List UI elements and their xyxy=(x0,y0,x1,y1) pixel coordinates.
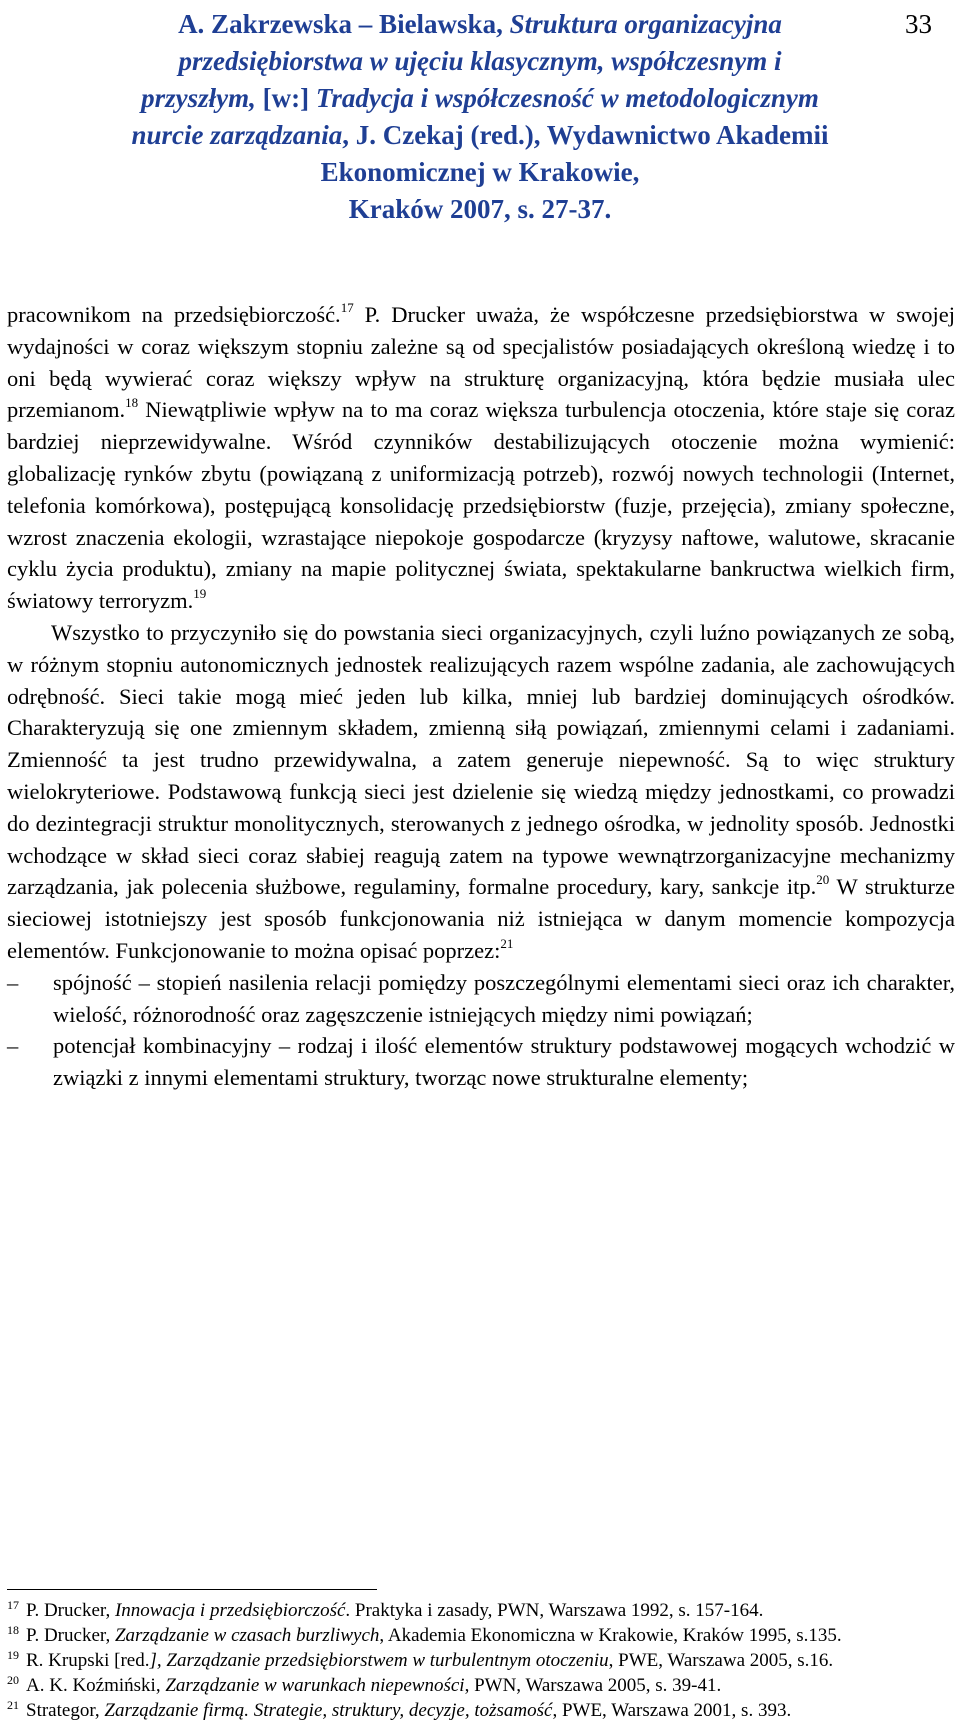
footnote-ref-18[interactable]: 18 xyxy=(125,395,139,411)
footnote-separator xyxy=(7,1589,377,1590)
footnote-17 xyxy=(7,1598,955,1623)
dash-bullet: – xyxy=(7,969,19,995)
header-authors: A. Zakrzewska – Bielawska, xyxy=(178,9,510,39)
paragraph-text: Wszystko to przyczyniło się do powstania sieci organizacyjnych, czyli luźno powiązanych ze sobą, w różnym stopniu autonomicznych jednostek realizujących razem wspólne zadania, ale zachowujących odrębność. Sieci takie mogą mieć jeden lub kilka, mniej lub bardziej dominujących ośrodków. Charakteryzują się one zmiennym składem, zmienną siłą powiązań, zmiennymi celami i zadaniami. Zmienność ta jest trudno przewidywalna, a zatem generuje niepewność. Są to więc struktury wielokryteriowe. Podstawową funkcją sieci jest dzielenie się wiedzą między jednostkami, co prowadzi do dezintegracji struktur monolitycznych, sterowanych z jednego ośrodka, w jednolity sposób. Jednostki wchodzące w skład sieci coraz słabiej reagują zatem na typowe wewnątrzorganizacyjne mechanizmy zarządzania, jak polecenia służbowe, regulaminy, formalne procedury, kary, sankcje itp. xyxy=(7,619,955,900)
dash-bullet: – xyxy=(7,1033,19,1059)
footnote-21 xyxy=(7,1698,955,1723)
footnote-text: . Praktyka i zasady, PWN, Warszawa 1992, s. 157-164. xyxy=(345,1600,764,1621)
footnote-text: P. Drucker, xyxy=(26,1625,115,1646)
footnote-ref-21[interactable]: 21 xyxy=(500,935,514,951)
list-item-text: potencjał kombinacyjny – rodzaj i ilość elementów struktury podstawowej mogących wchodzić w związki z innymi elementami struktury, tworząc nowe strukturalne elementy; xyxy=(53,1033,955,1091)
header-line-1 xyxy=(0,6,960,43)
footnote-number: 21 xyxy=(7,1698,19,1712)
paragraph-1 xyxy=(7,299,955,617)
footnote-title: Zarządzanie firmą. Strategie, struktury, decyzje, tożsamość xyxy=(104,1700,553,1721)
footnote-number: 20 xyxy=(7,1673,19,1687)
list-item xyxy=(7,967,955,1031)
footnote-text: , PWE, Warszawa 2005, s.16. xyxy=(608,1650,834,1671)
footnote-text: , PWN, Warszawa 2005, s. 39-41. xyxy=(464,1675,722,1696)
header-line-6 xyxy=(0,191,960,228)
header-line-3 xyxy=(0,80,960,117)
list-item-text: spójność – stopień nasilenia relacji pomiędzy poszczególnymi elementami sieci oraz ich charakter, wielość, różnorodność oraz zagęszczenie istniejących między nimi powiązań; xyxy=(53,969,955,1027)
header-book-title: Tradycja i współczesność w metodologicznym xyxy=(315,83,819,113)
footnotes xyxy=(7,1598,955,1723)
footnote-title: Zarządzanie w czasach burzliwych xyxy=(114,1625,380,1646)
header-place-year-pages: Kraków 2007, s. 27-37. xyxy=(348,194,612,224)
footnote-text: , Akademia Ekonomiczna w Krakowie, Kraków 1995, s.135. xyxy=(379,1625,842,1646)
header-title-part: Struktura organizacyjna xyxy=(509,9,782,39)
paragraph-2 xyxy=(7,617,955,967)
header-title-part: przedsiębiorstwa w ujęciu klasycznym, współczesnym i xyxy=(178,46,782,76)
footnote-text: R. Krupski [red. xyxy=(26,1650,150,1671)
footnote-number: 18 xyxy=(7,1623,19,1637)
header-editor-publisher: , J. Czekaj (red.), Wydawnictwo Akademii xyxy=(342,120,829,150)
header-line-4 xyxy=(0,117,960,154)
footnote-title: Innowacja i przedsiębiorczość xyxy=(114,1600,346,1621)
list-item xyxy=(7,1030,955,1094)
footnote-ref-19[interactable]: 19 xyxy=(193,586,207,602)
footnote-text: Strategor, xyxy=(26,1700,105,1721)
header-publisher: Ekonomicznej w Krakowie, xyxy=(320,157,640,187)
header-line-5 xyxy=(0,154,960,191)
footnote-text: A. K. Koźmiński, xyxy=(26,1675,166,1696)
header-line-2 xyxy=(0,43,960,80)
page-number: 33 xyxy=(905,9,932,39)
paragraph-text: P. Drucker uważa, że współczesne przedsiębiorstwa w swojej wydajności w coraz większym stopniu zależne są od specjalistów posiadających określoną wiedzę i to oni będą wywierać coraz większy wpływ na strukturę organizacyjną, która będzie musiała ulec przemianom. xyxy=(7,302,955,423)
footnote-text: , PWE, Warszawa 2001, s. 393. xyxy=(552,1700,792,1721)
header-book-title: nurcie zarządzania xyxy=(131,120,343,150)
paragraph-text: pracownikom na przedsiębiorczość. xyxy=(7,302,341,327)
footnote-title: ], Zarządzanie przedsiębiorstwem w turbulentnym otoczeniu xyxy=(149,1650,609,1671)
bullet-list xyxy=(7,967,955,1094)
body-text xyxy=(7,299,955,1094)
footnote-number: 19 xyxy=(7,1648,19,1662)
paragraph-text: Niewątpliwie wpływ na to ma coraz większa turbulencja otoczenia, które staje się coraz bardziej nieprzewidywalne. Wśród czynników destabilizujących otoczenie można wymienić: globalizację rynków zbytu (powiązaną z uniformizacją potrzeb), rozwój nowych technologii (Internet, telefonia komórkowa), postępującą konsolidację przedsiębiorstw (fuzje, przejęcia), zmiany społeczne, wzrost znaczenia ekologii, wzrastające niepokoje gospodarcze (kryzysy naftowe, walutowe, skracanie cyklu życia produktu), zmiany na mapie politycznej świata, spektakularne bankructwa wielkich firm, światowy terroryzm. xyxy=(7,397,955,614)
header-in: [w:] xyxy=(262,83,316,113)
footnote-title: Zarządzanie w warunkach niepewności xyxy=(165,1675,465,1696)
header-title-part: przyszłym, xyxy=(141,83,263,113)
footnote-text: P. Drucker, xyxy=(26,1600,115,1621)
footnote-18 xyxy=(7,1623,955,1648)
footnote-19 xyxy=(7,1648,955,1673)
footnote-20 xyxy=(7,1673,955,1698)
footnote-ref-17[interactable]: 17 xyxy=(340,300,354,315)
footnote-number: 17 xyxy=(7,1598,19,1612)
citation-header xyxy=(0,6,960,228)
footnote-ref-20[interactable]: 20 xyxy=(816,872,830,888)
paragraph-text: W strukturze sieciowej istotniejszy jest sposób funkcjonowania niż istniejąca w danym momencie kompozycja elementów. Funkcjonowanie to można opisać poprzez: xyxy=(7,874,955,963)
